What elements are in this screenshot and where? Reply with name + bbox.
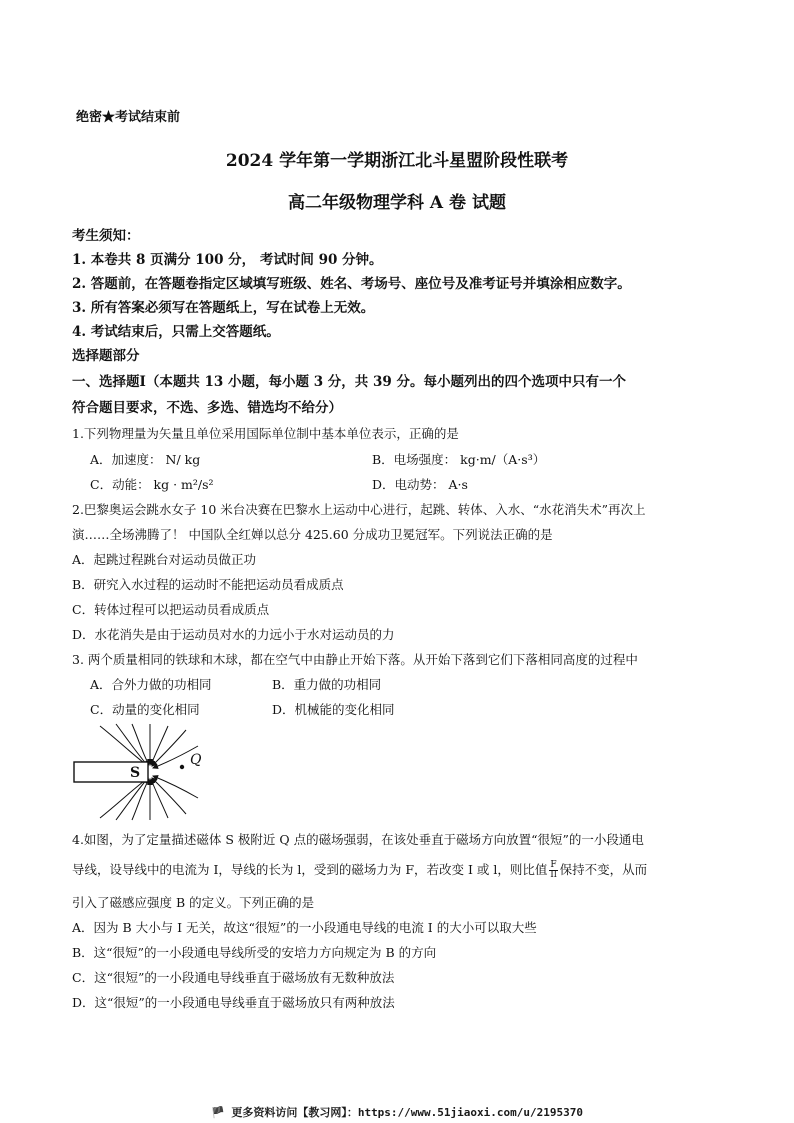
fraction-numerator: F xyxy=(550,860,557,870)
question-2-stem: 2.巴黎奥运会跳水女子 10 米台决赛在巴黎水上运动中心进行，起跳、转体、入水、“水花消失术”再次上 xyxy=(72,502,646,517)
question-3-stem: 3. 两个质量相同的铁球和木球，都在空气中由静止开始下落。从开始下落到它们下落相同高度的过程中 xyxy=(72,652,638,667)
question-1-stem: 1.下列物理量为矢量且单位采用国际单位制中基本单位表示，正确的是 xyxy=(72,426,459,441)
question-4-option-d: D．这“很短”的一小段通电导线垂直于磁场放只有两种放法 xyxy=(72,995,395,1010)
confidential-label: 绝密★考试结束前 xyxy=(76,110,181,125)
question-4-option-c: C．这“很短”的一小段通电导线垂直于磁场放有无数种放法 xyxy=(72,970,395,985)
magnet-pole-label: S xyxy=(130,765,141,781)
exam-subtitle: 高二年级物理学科 A 卷 试题 xyxy=(288,193,506,213)
question-2-option-c: C．转体过程可以把运动员看成质点 xyxy=(72,602,270,617)
point-q-label: Q xyxy=(190,752,202,768)
question-3-option-d: D．机械能的变化相同 xyxy=(272,702,395,717)
notice-item: 2. 答题前，在答题卷指定区域填写班级、姓名、考场号、座位号及准考证号并填涂相应数字。 xyxy=(72,276,631,292)
notice-item: 3. 所有答案必须写在答题纸上，写在试卷上无效。 xyxy=(72,300,375,316)
footer-resource-link[interactable]: 🏴 更多资料访问【教习网】：https://www.51jiaoxi.com/u/2195370 xyxy=(211,1106,583,1119)
question-4-option-b: B．这“很短”的一小段通电导线所受的安培力方向规定为 B 的方向 xyxy=(72,945,437,960)
point-q xyxy=(180,765,184,769)
force-ratio-fraction xyxy=(549,861,557,880)
question-2-option-b: B．研究入水过程的运动时不能把运动员看成质点 xyxy=(72,577,344,592)
question-3-option-c: C．动量的变化相同 xyxy=(90,702,200,717)
question-3-option-a: A．合外力做的功相同 xyxy=(90,677,212,692)
question-4-stem-part: 保持不变，从而 xyxy=(559,862,648,877)
section-label: 选择题部分 xyxy=(72,348,140,364)
notice-heading: 考生须知： xyxy=(72,228,140,244)
question-2-stem: 演……全场沸腾了！ 中国队全红婵以总分 425.60 分成功卫冕冠军。下列说法正确的是 xyxy=(72,527,553,542)
question-1-option-c: C．动能： kg · m²/s² xyxy=(90,477,214,492)
question-1-option-b: B．电场强度： kg·m/（A·s³） xyxy=(372,452,546,467)
question-1-option-a: A．加速度： N/ kg xyxy=(90,452,201,467)
question-2-option-d: D．水花消失是由于运动员对水的力远小于水对运动员的力 xyxy=(72,627,395,642)
question-3-option-b: B．重力做的功相同 xyxy=(272,677,382,692)
fraction-denominator: Il xyxy=(550,870,557,880)
question-4-option-a: A．因为 B 大小与 I 无关，故这“很短”的一小段通电导线的电流 I 的大小可以取大些 xyxy=(72,920,537,935)
question-4-stem-part: 导线，设导线中的电流为 I，导线的长为 l，受到的磁场力为 F，若改变 I 或 l，则比值 xyxy=(72,862,548,877)
question-1-option-d: D．电动势： A·s xyxy=(372,477,468,492)
question-4-stem: 4.如图，为了定量描述磁体 S 极附近 Q 点的磁场强弱，在该处垂直于磁场方向放置“很短”的一小段通电 xyxy=(72,832,644,847)
notice-item: 1. 本卷共 8 页满分 100 分， 考试时间 90 分钟。 xyxy=(72,252,383,268)
section-instruction: 符合题目要求，不选、多选、错选均不给分） xyxy=(72,400,342,416)
section-instruction: 一、选择题Ⅰ（本题共 13 小题，每小题 3 分，共 39 分。每小题列出的四个选项中只有一个 xyxy=(72,374,626,390)
question-4-stem xyxy=(72,860,647,880)
question-4-stem: 引入了磁感应强度 B 的定义。下列正确的是 xyxy=(72,895,315,910)
exam-title: 2024 学年第一学期浙江北斗星盟阶段性联考 xyxy=(225,151,569,171)
notice-item: 4. 考试结束后，只需上交答题纸。 xyxy=(72,324,280,340)
question-2-option-a: A．起跳过程跳台对运动员做正功 xyxy=(72,552,257,567)
magnet-field-figure xyxy=(70,722,220,822)
